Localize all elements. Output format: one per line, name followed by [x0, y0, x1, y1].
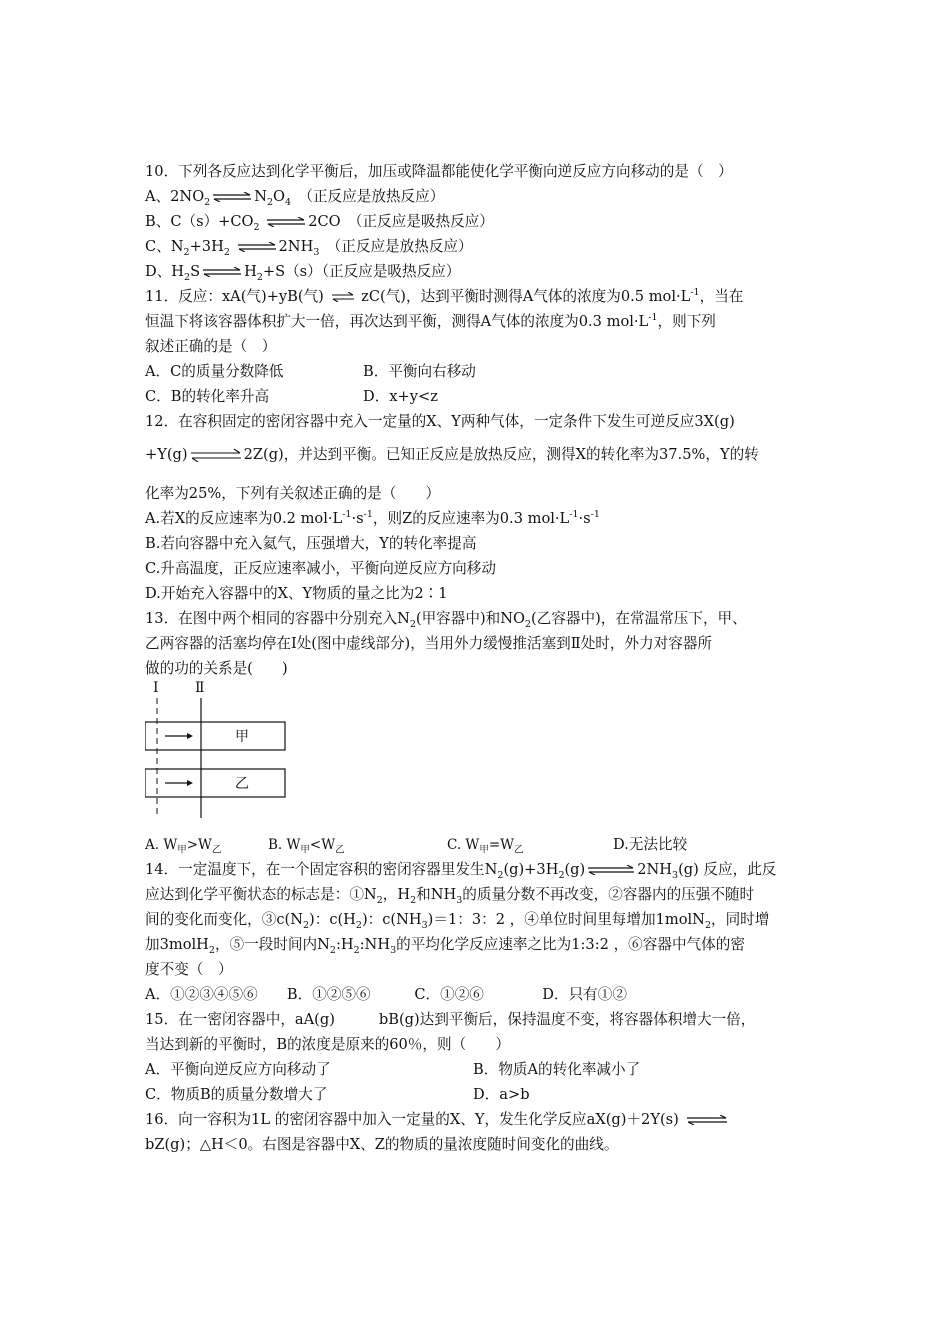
q15-option-d: D．a>b	[473, 1086, 530, 1103]
equilibrium-arrow-icon	[331, 292, 355, 302]
q16-line2: bZ(g)；△H＜0。右图是容器中X、Z的物质的量浓度随时间变化的曲线。	[145, 1136, 619, 1153]
q15-option-b: B．物质A的转化率减小了	[473, 1061, 641, 1078]
q10-option-d: D、$H_2S$ $H_2+S(s)$（正反应是吸热反应）	[145, 263, 461, 283]
q11-option-b: B．平衡向右移动	[363, 363, 476, 380]
q11-line2: 恒温下将该容器体积扩大一倍，再次达到平衡，测得A气体的浓度为0.3 $mol\cdot L^{-1}$，则下列	[145, 312, 716, 330]
q16-line1: 16．向一容积为1L 的密闭容器中加入一定量的X、Y，发生化学反应aX(g)＋2Y(s)	[145, 1110, 730, 1130]
q11-line1: 11．反应：xA(气)+yB(气) zC(气)，达到平衡时测得A气体的浓度为0.5 $mol\cdot L^{-1}$，当在	[145, 287, 744, 305]
q10-option-c: C、$N_2+3H_2$ $2NH_3$ （正反应是放热反应）	[145, 238, 473, 258]
q13-line1: 13．在图中两个相同的容器中分别充入$N_2$(甲容器中)和$NO_2$(乙容器中)，在常温常压下，甲、	[145, 610, 747, 630]
q14-line4: 加3molH$_2$，⑤一段时间内$N_2:H_2:NH_3$的平均化学反应速率之比为1:3:2 ，⑥容器中气体的密	[145, 936, 745, 956]
q11-option-d: D．x+y<z	[363, 388, 438, 405]
q12-option-b: B.若向容器中充入氦气，压强增大，Y的转化率提高	[145, 535, 477, 552]
q10-option-a: A、$2NO_2$ $N_2O_4$ （正反应是放热反应）	[145, 188, 445, 208]
position-ii-label: Ⅱ	[195, 680, 205, 696]
q14-line5: 度不变（ ）	[145, 961, 233, 978]
piston-diagram	[145, 680, 305, 820]
q15-option-a: A．平衡向逆反应方向移动了	[145, 1061, 331, 1078]
equilibrium-arrow-icon	[587, 865, 635, 875]
equilibrium-arrow-icon	[212, 192, 252, 202]
q14-options: A．①②③④⑤⑥ B．①②⑤⑥ C．①②⑥ D．只有①②	[145, 986, 627, 1003]
piston-containers-figure	[145, 680, 305, 820]
q12-option-a: A.若X的反应速率为0.2 $mol\cdot L^{-1}\cdot s^{-1}$，则Z的反应速率为0.3 $mol\cdot L^{-1}\cdot s^{-1}$	[145, 509, 600, 527]
container-jia-label: 甲	[235, 729, 249, 745]
q12-line1: 12．在容积固定的密闭容器中充入一定量的X、Y两种气体，一定条件下发生可逆反应3X(g)	[145, 413, 735, 430]
q10-option-b: B、$C(s)+CO_2$ 2CO （正反应是吸热反应）	[145, 213, 494, 233]
equilibrium-arrow-icon	[202, 267, 242, 277]
q12-option-d: D.开始充入容器中的X、Y物质的量之比为2∶1	[145, 585, 448, 602]
q13-line2: 乙两容器的活塞均停在Ⅰ处(图中虚线部分)，当用外力缓慢推活塞到Ⅱ处时，外力对容器所	[145, 635, 713, 652]
q13-option-d: D.无法比较	[613, 836, 688, 853]
q12-line3: 化率为25%，下列有关叙述正确的是（ ）	[145, 485, 441, 502]
q14-line2: 应达到化学平衡状态的标志是：$①N_2$，$H_2$和$NH_3$的质量分数不再改变，②容器内的压强不随时	[145, 886, 755, 906]
container-yi-label: 乙	[235, 776, 249, 792]
equilibrium-arrow-icon	[190, 448, 242, 462]
q10-stem: 10．下列各反应达到化学平衡后，加压或降温都能使化学平衡向逆反应方向移动的是（ ）	[145, 163, 733, 180]
q11-line3: 叙述正确的是（ ）	[145, 338, 277, 355]
position-i-label: Ⅰ	[153, 680, 159, 696]
q15-line1: 15．在一密闭容器中，aA(g) bB(g)达到平衡后，保持温度不变，将容器体积增大一倍，	[145, 1011, 756, 1028]
equilibrium-arrow-icon	[237, 242, 277, 252]
equilibrium-arrow-icon	[686, 1115, 728, 1125]
q12-line2: +Y(g) 2Z(g)，并达到平衡。已知正反应是放热反应，测得X的转化率为37.5%，Y的转	[145, 446, 759, 463]
q14-line3: 间的变化而变化，$③c(N_2)$：$c(H_2)$：$c(NH_3)=1$：3：2 ，④单位时间里每增加1molN$_2$，同时增	[145, 911, 770, 931]
q15-line2: 当达到新的平衡时，B的浓度是原来的60％，则（ ）	[145, 1036, 510, 1053]
q15-option-c: C．物质B的质量分数增大了	[145, 1086, 328, 1103]
q12-option-c: C.升高温度，正反应速率减小，平衡向逆反应方向移动	[145, 560, 496, 577]
q11-option-c: C．B的转化率升高	[145, 388, 270, 405]
q13-line3: 做的功的关系是( )	[145, 660, 288, 677]
q13-option-a: A. $W_甲>W_乙$	[145, 837, 222, 856]
q11-option-a: A．C的质量分数降低	[145, 363, 284, 380]
q14-line1: 14．一定温度下，在一个固定容积的密闭容器里发生$N_2(g)+3H_2(g)$ $2NH_3(g)$ 反应，此反	[145, 861, 777, 881]
q13-option-b: B. $W_甲<W_乙$	[268, 837, 345, 856]
equilibrium-arrow-icon	[266, 217, 306, 227]
q13-option-c: C. $W_甲=W_乙$	[447, 837, 524, 856]
